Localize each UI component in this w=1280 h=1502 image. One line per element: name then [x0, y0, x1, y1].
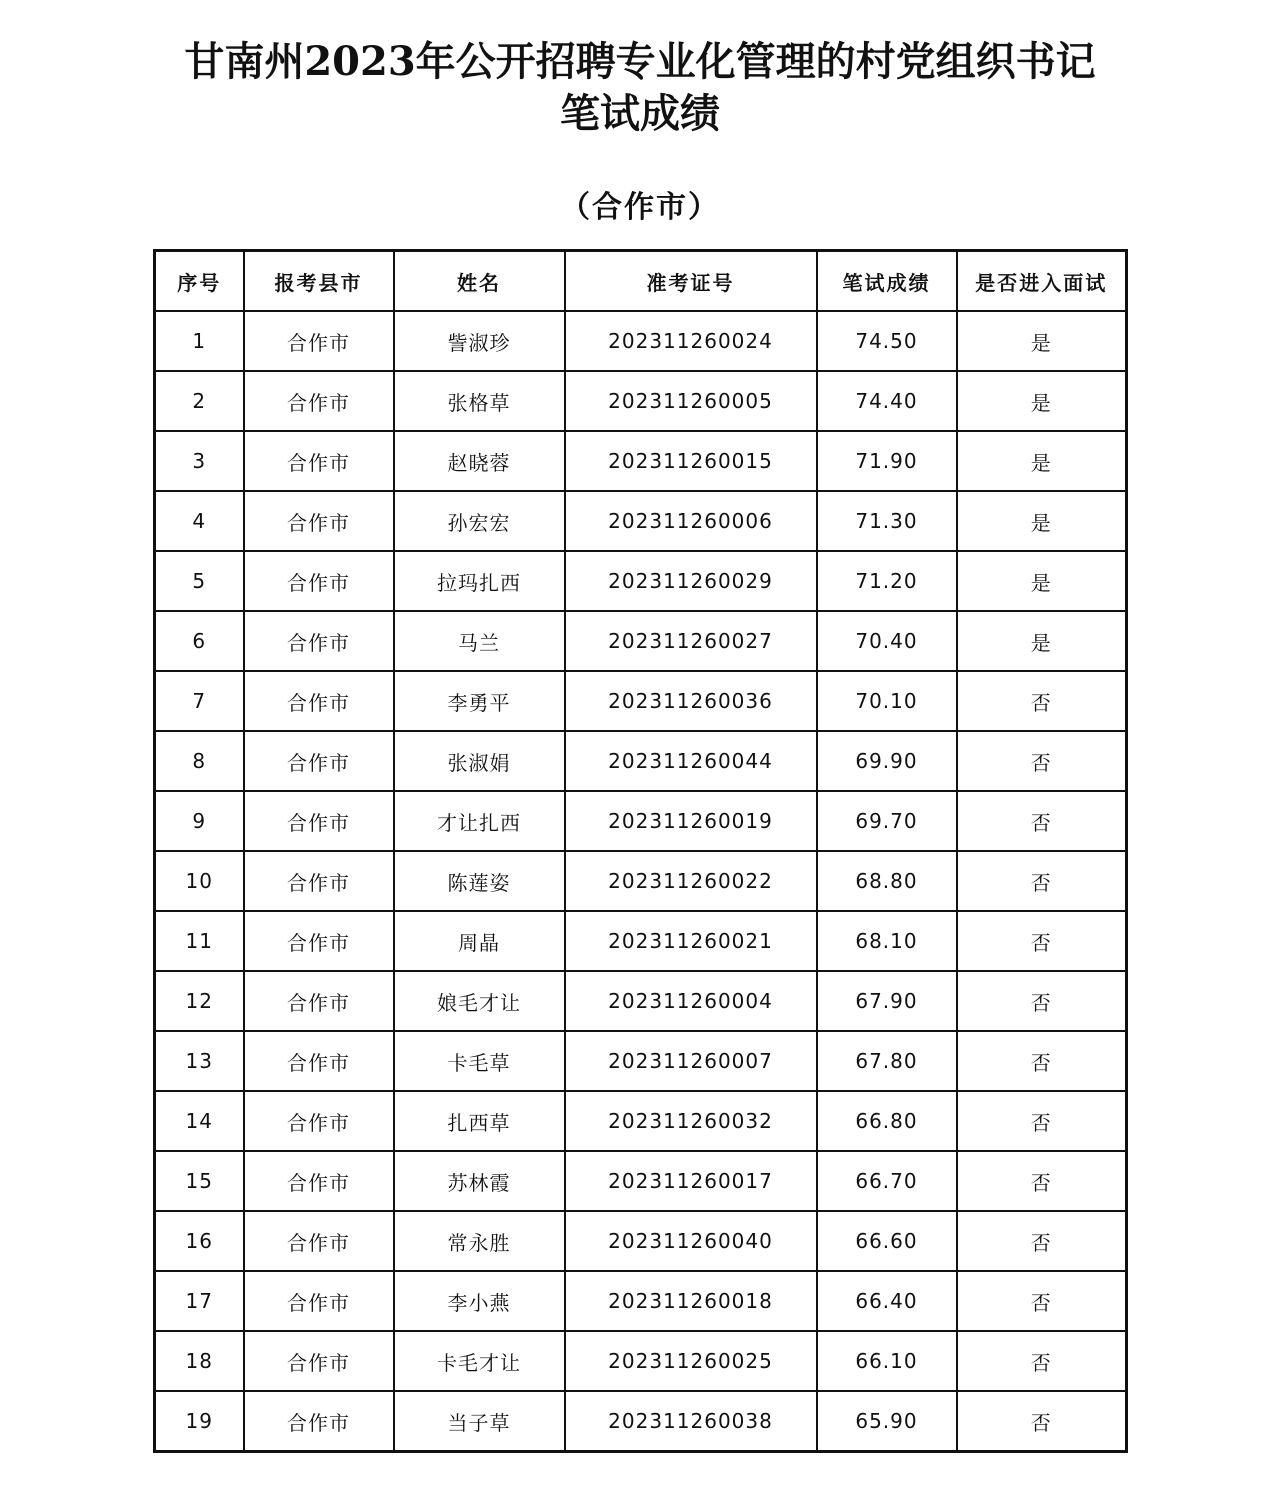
table-row	[155, 611, 1127, 671]
cell-interview: 是	[957, 431, 1127, 491]
cell-serial-number: 1	[155, 311, 244, 371]
table-row	[155, 431, 1127, 491]
cell-score: 74.50	[817, 311, 957, 371]
table-row	[155, 1211, 1127, 1271]
cell-score: 70.10	[817, 671, 957, 731]
cell-name: 孙宏宏	[394, 491, 565, 551]
cell-serial-number: 7	[155, 671, 244, 731]
cell-name: 訾淑珍	[394, 311, 565, 371]
cell-exam-id: 202311260004	[565, 971, 817, 1031]
cell-exam-id: 202311260017	[565, 1151, 817, 1211]
cell-interview: 否	[957, 851, 1127, 911]
cell-serial-number: 14	[155, 1091, 244, 1151]
cell-name: 常永胜	[394, 1211, 565, 1271]
cell-name: 赵晓蓉	[394, 431, 565, 491]
cell-county: 合作市	[244, 911, 394, 971]
cell-name: 卡毛草	[394, 1031, 565, 1091]
cell-name: 马兰	[394, 611, 565, 671]
cell-county: 合作市	[244, 1091, 394, 1151]
cell-county: 合作市	[244, 1151, 394, 1211]
cell-interview: 否	[957, 731, 1127, 791]
cell-serial-number: 5	[155, 551, 244, 611]
cell-county: 合作市	[244, 1331, 394, 1391]
cell-serial-number: 19	[155, 1391, 244, 1452]
table-row	[155, 551, 1127, 611]
cell-interview: 是	[957, 551, 1127, 611]
cell-serial-number: 6	[155, 611, 244, 671]
table-row	[155, 791, 1127, 851]
cell-score: 68.10	[817, 911, 957, 971]
cell-name: 当子草	[394, 1391, 565, 1452]
cell-exam-id: 202311260006	[565, 491, 817, 551]
cell-interview: 否	[957, 1091, 1127, 1151]
cell-score: 74.40	[817, 371, 957, 431]
cell-score: 66.10	[817, 1331, 957, 1391]
table-row	[155, 1151, 1127, 1211]
cell-exam-id: 202311260032	[565, 1091, 817, 1151]
cell-score: 66.60	[817, 1211, 957, 1271]
cell-serial-number: 17	[155, 1271, 244, 1331]
cell-exam-id: 202311260040	[565, 1211, 817, 1271]
header-name: 姓名	[394, 251, 565, 312]
cell-score: 69.70	[817, 791, 957, 851]
cell-name: 卡毛才让	[394, 1331, 565, 1391]
cell-exam-id: 202311260005	[565, 371, 817, 431]
table-row	[155, 671, 1127, 731]
cell-serial-number: 2	[155, 371, 244, 431]
cell-serial-number: 10	[155, 851, 244, 911]
cell-county: 合作市	[244, 971, 394, 1031]
cell-exam-id: 202311260044	[565, 731, 817, 791]
cell-exam-id: 202311260038	[565, 1391, 817, 1452]
cell-name: 陈莲姿	[394, 851, 565, 911]
cell-serial-number: 8	[155, 731, 244, 791]
cell-serial-number: 18	[155, 1331, 244, 1391]
cell-name: 李小燕	[394, 1271, 565, 1331]
cell-interview: 是	[957, 311, 1127, 371]
cell-score: 68.80	[817, 851, 957, 911]
cell-name: 李勇平	[394, 671, 565, 731]
cell-county: 合作市	[244, 851, 394, 911]
cell-interview: 是	[957, 611, 1127, 671]
cell-interview: 否	[957, 1211, 1127, 1271]
cell-exam-id: 202311260024	[565, 311, 817, 371]
cell-exam-id: 202311260022	[565, 851, 817, 911]
document-title-line2: 笔试成绩	[560, 90, 720, 137]
cell-name: 才让扎西	[394, 791, 565, 851]
cell-serial-number: 3	[155, 431, 244, 491]
table-row	[155, 1031, 1127, 1091]
cell-score: 70.40	[817, 611, 957, 671]
cell-interview: 否	[957, 1031, 1127, 1091]
cell-interview: 否	[957, 1271, 1127, 1331]
cell-county: 合作市	[244, 491, 394, 551]
cell-county: 合作市	[244, 1031, 394, 1091]
table-row	[155, 1091, 1127, 1151]
cell-exam-id: 202311260019	[565, 791, 817, 851]
cell-county: 合作市	[244, 1271, 394, 1331]
cell-serial-number: 15	[155, 1151, 244, 1211]
region-subtitle: （合作市）	[560, 190, 720, 225]
cell-serial-number: 11	[155, 911, 244, 971]
cell-county: 合作市	[244, 371, 394, 431]
cell-serial-number: 12	[155, 971, 244, 1031]
cell-county: 合作市	[244, 551, 394, 611]
cell-score: 67.80	[817, 1031, 957, 1091]
header-score: 笔试成绩	[817, 251, 957, 312]
table-row	[155, 911, 1127, 971]
table-row	[155, 311, 1127, 371]
cell-score: 69.90	[817, 731, 957, 791]
cell-county: 合作市	[244, 611, 394, 671]
header-serial-number: 序号	[155, 251, 244, 312]
cell-score: 66.70	[817, 1151, 957, 1211]
cell-county: 合作市	[244, 1391, 394, 1452]
cell-name: 拉玛扎西	[394, 551, 565, 611]
cell-exam-id: 202311260027	[565, 611, 817, 671]
document-title: 甘南州2023年公开招聘专业化管理的村党组织书记	[184, 38, 1096, 85]
table-row	[155, 851, 1127, 911]
cell-name: 扎西草	[394, 1091, 565, 1151]
cell-name: 张格草	[394, 371, 565, 431]
cell-name: 娘毛才让	[394, 971, 565, 1031]
cell-name: 周晶	[394, 911, 565, 971]
score-table	[153, 249, 1128, 1453]
table-row	[155, 1391, 1127, 1452]
cell-interview: 否	[957, 791, 1127, 851]
cell-score: 66.80	[817, 1091, 957, 1151]
cell-interview: 否	[957, 971, 1127, 1031]
cell-interview: 否	[957, 911, 1127, 971]
header-interview: 是否进入面试	[957, 251, 1127, 312]
cell-score: 71.20	[817, 551, 957, 611]
cell-score: 66.40	[817, 1271, 957, 1331]
cell-county: 合作市	[244, 311, 394, 371]
cell-interview: 否	[957, 1391, 1127, 1452]
cell-exam-id: 202311260036	[565, 671, 817, 731]
cell-serial-number: 9	[155, 791, 244, 851]
cell-exam-id: 202311260015	[565, 431, 817, 491]
cell-county: 合作市	[244, 671, 394, 731]
cell-name: 张淑娟	[394, 731, 565, 791]
cell-exam-id: 202311260021	[565, 911, 817, 971]
table-row	[155, 1271, 1127, 1331]
cell-serial-number: 16	[155, 1211, 244, 1271]
table-row	[155, 1331, 1127, 1391]
cell-score: 65.90	[817, 1391, 957, 1452]
cell-score: 71.90	[817, 431, 957, 491]
cell-exam-id: 202311260029	[565, 551, 817, 611]
cell-county: 合作市	[244, 731, 394, 791]
header-row	[155, 251, 1127, 312]
cell-exam-id: 202311260025	[565, 1331, 817, 1391]
cell-serial-number: 13	[155, 1031, 244, 1091]
cell-interview: 是	[957, 371, 1127, 431]
cell-county: 合作市	[244, 791, 394, 851]
cell-interview: 否	[957, 1331, 1127, 1391]
cell-interview: 是	[957, 491, 1127, 551]
cell-score: 71.30	[817, 491, 957, 551]
table-row	[155, 371, 1127, 431]
cell-interview: 否	[957, 1151, 1127, 1211]
cell-exam-id: 202311260018	[565, 1271, 817, 1331]
table-row	[155, 731, 1127, 791]
header-exam-id: 准考证号	[565, 251, 817, 312]
table-row	[155, 491, 1127, 551]
cell-exam-id: 202311260007	[565, 1031, 817, 1091]
cell-serial-number: 4	[155, 491, 244, 551]
cell-county: 合作市	[244, 1211, 394, 1271]
cell-interview: 否	[957, 671, 1127, 731]
table-header	[155, 251, 1127, 312]
cell-name: 苏林霞	[394, 1151, 565, 1211]
table-body	[155, 311, 1127, 1452]
table-row	[155, 971, 1127, 1031]
header-county: 报考县市	[244, 251, 394, 312]
cell-score: 67.90	[817, 971, 957, 1031]
cell-county: 合作市	[244, 431, 394, 491]
